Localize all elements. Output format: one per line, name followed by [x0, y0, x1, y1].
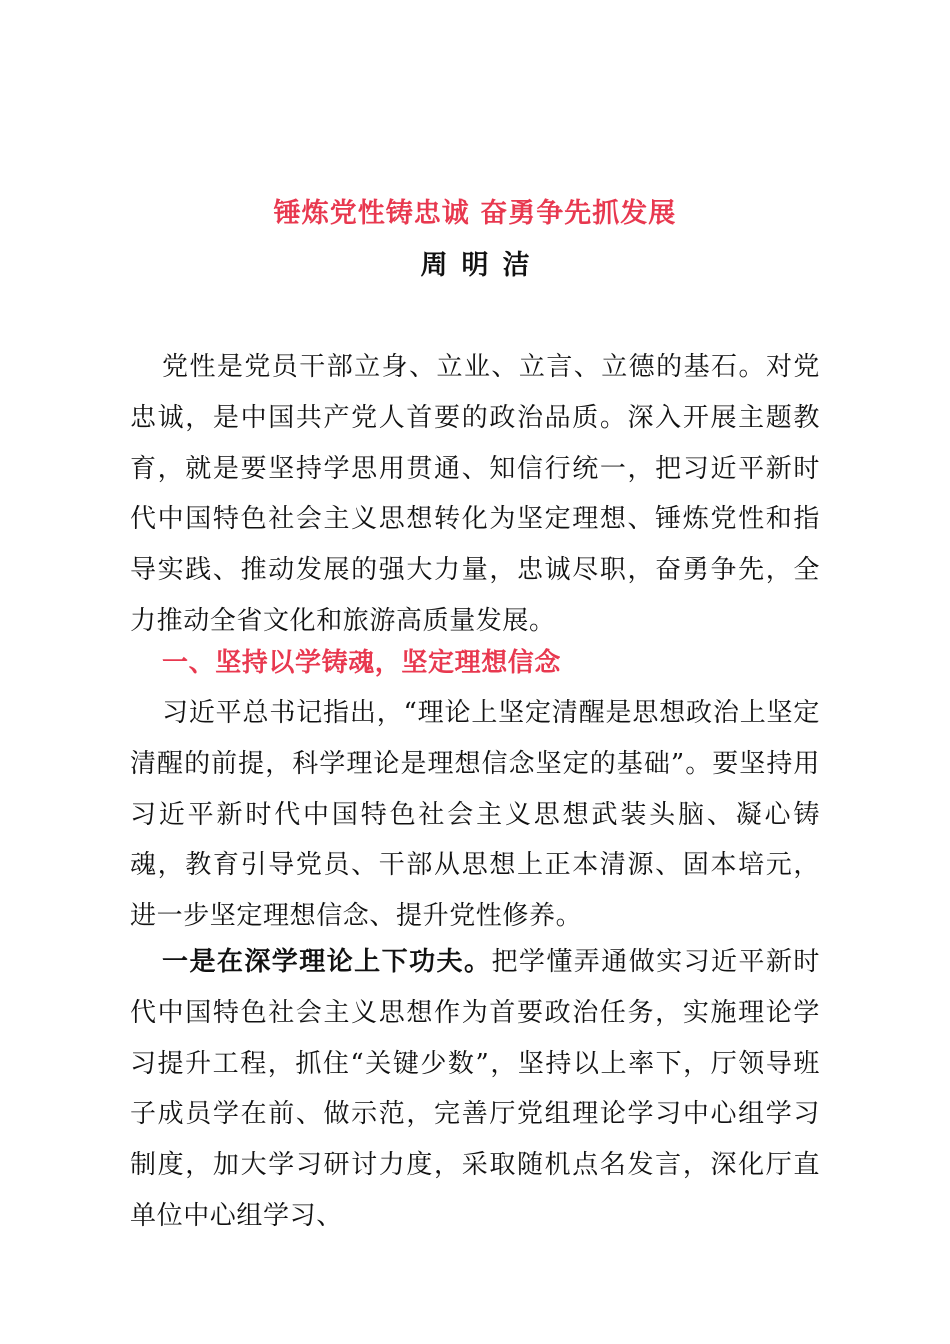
section-heading-1: 一、坚持以学铸魂，坚定理想信念: [162, 648, 562, 678]
document-title: 锤炼党性铸忠诚 奋勇争先抓发展: [273, 198, 677, 229]
point-1-paragraph: [130, 937, 820, 1242]
author-name: 周明洁: [420, 250, 544, 281]
point-1-lead: 一是在深学理论上下功夫。: [162, 947, 492, 977]
point-1-body: 把学懂弄通做实习近平新时代中国特色社会主义思想作为首要政治任务，实施理论学习提升工程，抓住“关键少数”，坚持以上率下，厅领导班子成员学在前、做示范，完善厅党组理论学习中心组学习制度，加大学习研讨力度，采取随机点名发言，深化厅直单位中心组学习、: [130, 947, 821, 1231]
section-1-paragraph: 习近平总书记指出，“理论上坚定清醒是思想政治上坚定清醒的前提，科学理论是理想信念坚定的基础”。要坚持用习近平新时代中国特色社会主义思想武装头脑、凝心铸魂，教育引导党员、干部从思想上正本清源、固本培元，进一步坚定理想信念、提升党性修养。: [130, 698, 820, 932]
intro-paragraph: 党性是党员干部立身、立业、立言、立德的基石。对党忠诚，是中国共产党人首要的政治品质。深入开展主题教育，就是要坚持学思用贯通、知信行统一，把习近平新时代中国特色社会主义思想转化为坚定理想、锤炼党性和指导实践、推动发展的强大力量，忠诚尽职，奋勇争先，全力推动全省文化和旅游高质量发展。: [130, 352, 820, 636]
